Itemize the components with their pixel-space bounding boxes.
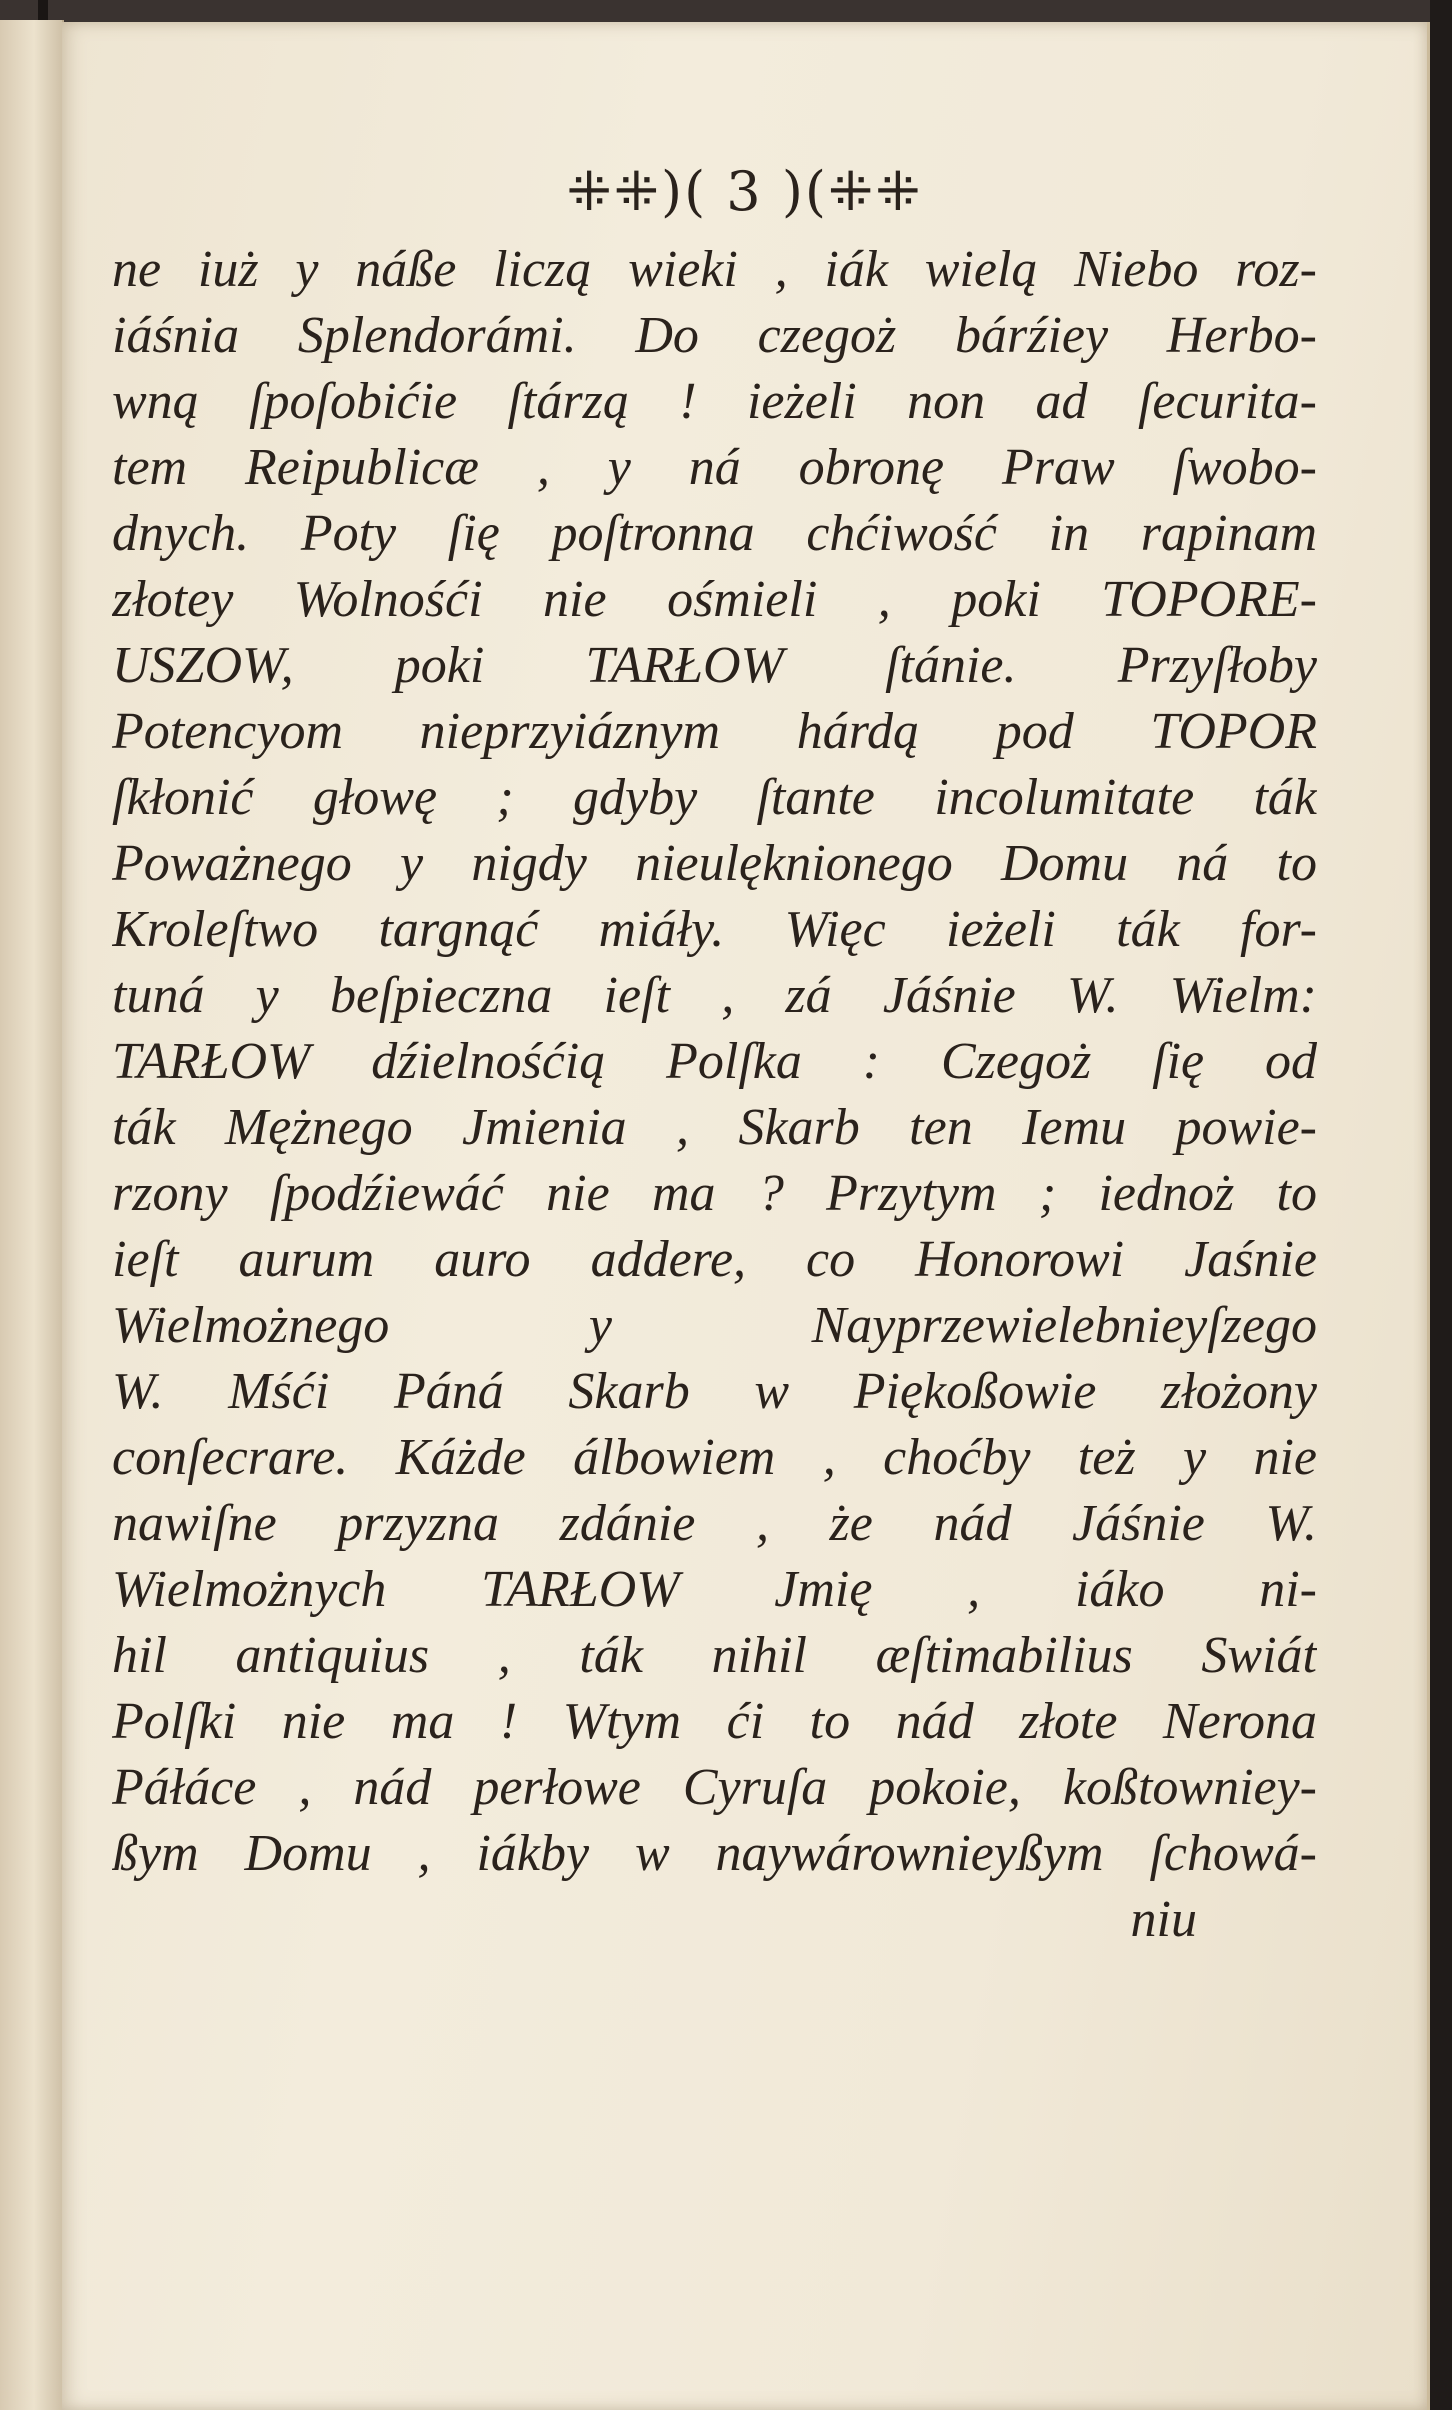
catchword: niu <box>1130 1891 1197 1948</box>
text-line: Polſki nie ma ! Wtym ći to nád złote Nerona <box>112 1693 1317 1750</box>
page-header: ⁜⁜)( 3 )(⁜⁜ <box>566 160 923 223</box>
text-line: ßym Domu , iákby w naywárownieyßym ſchowá- <box>112 1825 1317 1882</box>
text-line: nawiſne przyzna zdánie , że nád Jáśnie W. <box>112 1495 1317 1552</box>
text-line: Kroleſtwo targnąć miáły. Więc ieżeli ták for- <box>112 901 1317 958</box>
text-line: Páłáce , nád perłowe Cyruſa pokoie, koßtowniey- <box>112 1759 1317 1816</box>
book-page <box>62 22 1430 2410</box>
text-line: W. Mśći Páná Skarb w Piękoßowie złożony <box>112 1363 1317 1420</box>
text-line: iáśnia Splendorámi. Do czegoż bárźiey Herbo- <box>112 307 1317 364</box>
text-line: hil antiquius , ták nihil æſtimabilius Swiát <box>112 1627 1317 1684</box>
text-line: Poważnego y nigdy nieulęknionego Domu ná to <box>112 835 1317 892</box>
text-line: Wielmożnego y Nayprzewielebnieyſzego <box>112 1297 1317 1354</box>
text-line: wną ſpoſobićie ſtárzą ! ieżeli non ad ſecurita- <box>112 373 1317 430</box>
text-line: rzony ſpodźiewáć nie ma ? Przytym ; iednoż to <box>112 1165 1317 1222</box>
text-line: tem Reipublicæ , y ná obronę Praw ſwobo- <box>112 439 1317 496</box>
body-text <box>112 237 1317 1953</box>
text-line: ieſt aurum auro addere, co Honorowi Jaśnie <box>112 1231 1317 1288</box>
text-line: ſkłonić głowę ; gdyby ſtante incolumitate ták <box>112 769 1317 826</box>
text-line: ták Mężnego Jmienia , Skarb ten Iemu powie- <box>112 1099 1317 1156</box>
text-line: USZOW, poki TARŁOW ſtánie. Przyſłoby <box>112 637 1317 694</box>
text-line: Wielmożnych TARŁOW Jmię , iáko ni- <box>112 1561 1317 1618</box>
text-line: Potencyom nieprzyiáznym hárdą pod TOPOR <box>112 703 1317 760</box>
previous-page-edge <box>0 20 64 2410</box>
scan-right-margin <box>1430 0 1452 2410</box>
text-line: dnych. Poty ſię poſtronna chćiwość in rapinam <box>112 505 1317 562</box>
text-line: TARŁOW dźielnośćią Polſka : Czegoż ſię od <box>112 1033 1317 1090</box>
text-line: conſecrare. Káżde álbowiem , choćby też y nie <box>112 1429 1317 1486</box>
text-line: ne iuż y náße liczą wieki , iák wielą Niebo roz- <box>112 241 1317 298</box>
text-line: złotey Wolnośći nie ośmieli , poki TOPORE- <box>112 571 1317 628</box>
text-line: tuná y beſpieczna ieſt , zá Jáśnie W. Wielm: <box>112 967 1317 1024</box>
